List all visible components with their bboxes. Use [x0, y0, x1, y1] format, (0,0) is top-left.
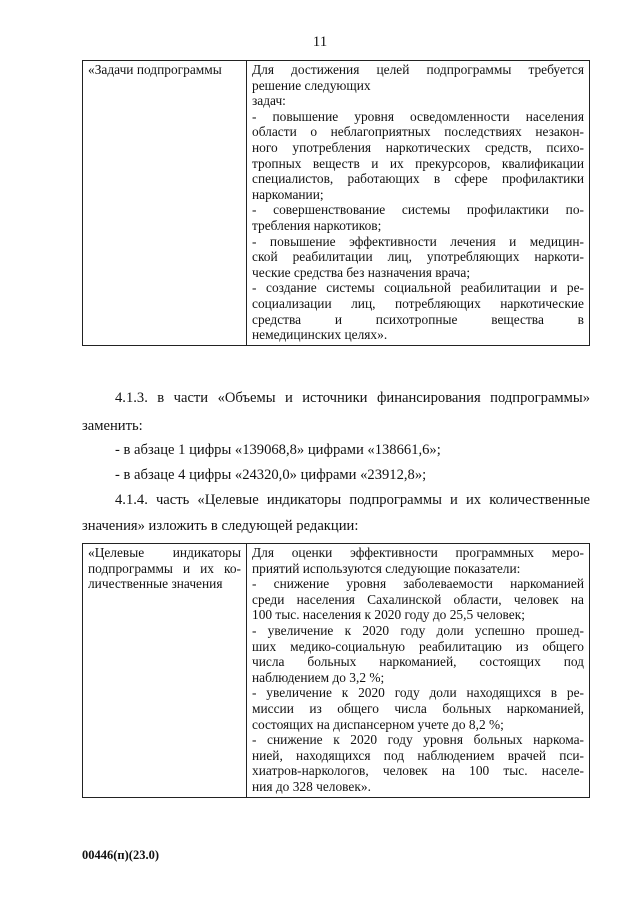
text-line: средства и психотропные вещества в [252, 311, 584, 327]
paragraph-4-1-3: 4.1.3. в части «Объемы и источники финансирования подпрограммы» [115, 390, 590, 406]
table-row [83, 61, 590, 346]
text-line: наркомании; [252, 186, 324, 202]
text-line: числа больных наркоманией, состоящих под [252, 654, 584, 670]
text-line: - создание системы социальной реабилитации и ре- [252, 280, 584, 296]
text-line: - увеличение к 2020 году доли находящихся в ре- [252, 685, 584, 701]
text-line: задач: [252, 93, 286, 109]
document-code: 00446(п)(23.0) [82, 848, 159, 862]
indicators-label-line: подпрограммы и их ко- [88, 560, 241, 576]
text-line: решение следующих [252, 77, 371, 93]
indicators-label-line: «Целевые индикаторы [88, 545, 241, 560]
text-line: состоящих на диспансерном учете до 8,2 %; [252, 716, 504, 732]
text-line: - повышение уровня осведомленности населения [252, 108, 584, 124]
indicators-table [82, 543, 590, 798]
text-line: - снижение к 2020 году уровня больных наркома- [252, 732, 584, 748]
text-line: социализации лиц, потребляющих наркотические [252, 295, 584, 311]
table-row [83, 544, 590, 798]
indicators-label-line: личественные значения [88, 576, 223, 592]
text-line: - совершенствование системы профилактики по- [252, 202, 584, 218]
tasks-label: «Задачи подпрограммы [88, 62, 222, 77]
indicators-content-cell [247, 544, 590, 798]
text-line: нией, находящихся под наблюдением врачей пси- [252, 747, 584, 763]
text-line: Для оценки эффективности программных меро- [252, 545, 584, 560]
text-line: - повышение эффективности лечения и медицин- [252, 233, 584, 249]
text-line: тропных веществ и их прекурсоров, квалификации [252, 155, 584, 171]
indicators-label-cell [83, 544, 247, 798]
text-line: среди населения Сахалинской области, человек на [252, 591, 584, 607]
tasks-content-cell [247, 61, 590, 346]
text-line: - увеличение к 2020 году доли успешно прошед- [252, 622, 584, 638]
text-line: ного употребления наркотических средств, психо- [252, 139, 584, 155]
paragraph-4-1-4: 4.1.4. часть «Целевые индикаторы подпрограммы и их количественные [115, 492, 590, 508]
paragraph-4-1-3-continued: заменить: [82, 418, 143, 434]
paragraph-4-1-4-continued: значения» изложить в следующей редакции: [82, 518, 359, 534]
text-line: ших медико-социальную реабилитацию из общего [252, 638, 584, 654]
text-line: хиатров-наркологов, человек на 100 тыс. населе- [252, 763, 584, 779]
paragraph-abzac-4: - в абзаце 4 цифры «24320,0» цифрами «23912,8»; [115, 467, 427, 483]
paragraph-abzac-1: - в абзаце 1 цифры «139068,8» цифрами «138661,6»; [115, 442, 441, 458]
text-line: области о неблагоприятных последствиях незакон- [252, 124, 584, 140]
text-line: Для достижения целей подпрограммы требуется [252, 62, 584, 77]
text-line: 100 тыс. населения к 2020 году до 25,5 человек; [252, 607, 525, 623]
text-line: миссии из общего числа больных наркоманией, [252, 700, 584, 716]
text-line: - снижение уровня заболеваемости наркоманией [252, 576, 584, 592]
text-line: специалистов, работающих в сфере профилактики [252, 171, 584, 187]
text-line: ния до 328 человек». [252, 778, 371, 794]
text-line: требления наркотиков; [252, 217, 382, 233]
text-line: ческие средства без назначения врача; [252, 264, 471, 280]
text-line: приятий используются следующие показатели: [252, 560, 521, 576]
text-line: наблюдением до 3,2 %; [252, 669, 385, 685]
tasks-table [82, 60, 590, 346]
text-line: немедицинских целях». [252, 327, 388, 343]
tasks-label-cell [83, 61, 247, 346]
page-number: 11 [312, 34, 328, 50]
text-line: ской реабилитации лиц, употребляющих наркоти- [252, 249, 584, 265]
